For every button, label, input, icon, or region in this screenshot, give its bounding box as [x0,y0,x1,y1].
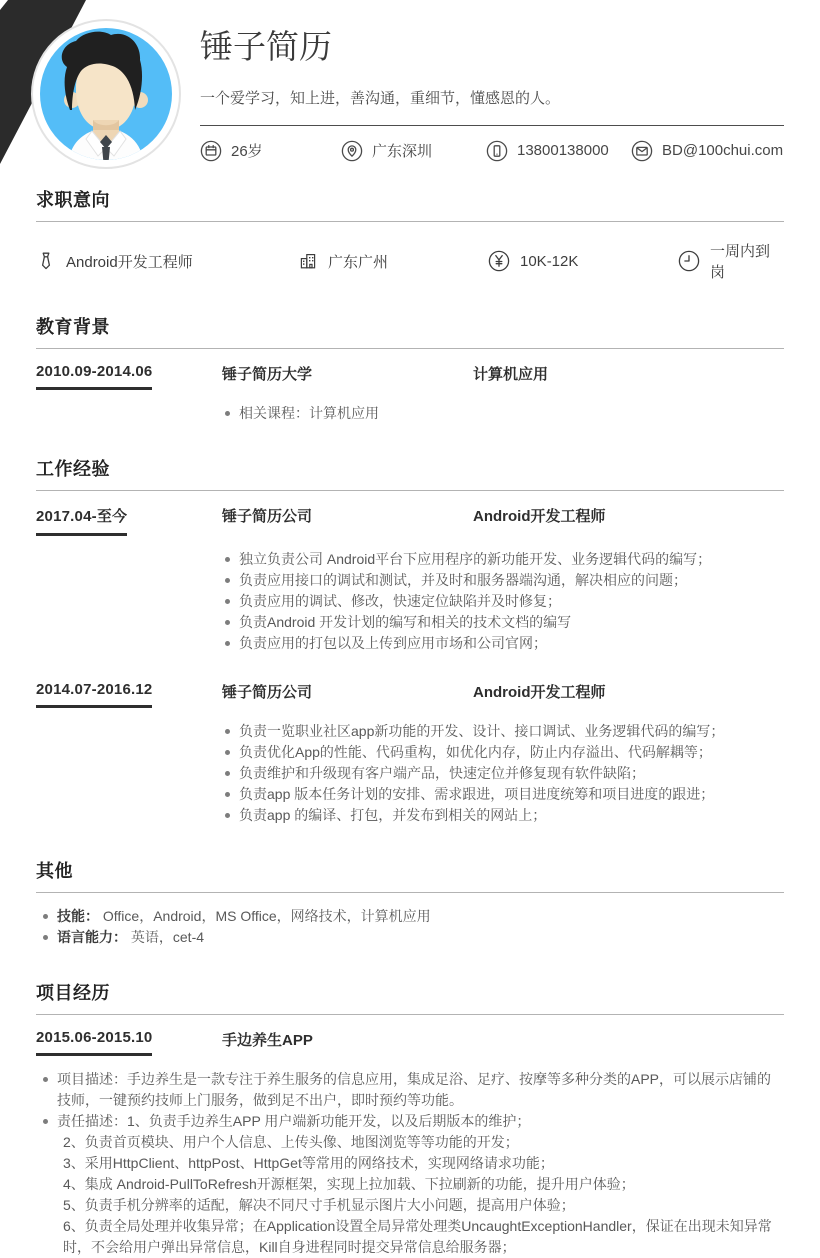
work-bullets [222,721,784,826]
entry-period: 2017.04-至今 [36,505,127,536]
target-city-item [298,251,488,272]
language-text: 英语，cet-4 [130,929,205,945]
phone-text: 13800138000 [517,142,609,160]
section-education [36,313,784,424]
tagline: 一个爱学习，知上进，善沟通，重细节，懂感恩的人。 [200,89,561,107]
clock-icon [678,250,700,272]
section-title: 工作经验 [36,455,784,491]
location-text: 广东深圳 [372,143,433,161]
building-icon [298,251,318,271]
project-name: 手边养生APP [222,1032,313,1049]
education-bullets [222,403,784,424]
list-item: 负责Android 开发计划的编写和相关的技术文档的编写 [222,612,784,633]
project-description: 项目描述：手边养生是一款专注于养生服务的信息应用，集成足浴、足疗、按摩等多种分类的APP，可以展示店铺的技师，一键预约技师上门服务，做到足不出户，即时预约等功能。 [40,1069,784,1111]
location-icon [341,140,363,162]
salary-icon [488,250,510,272]
availability-item [678,240,784,282]
candidate-name: 锤子简历 [200,28,332,65]
contact-info-row [200,140,784,162]
company-name: 锤子简历公司 [222,508,313,525]
tie-icon [36,251,56,271]
section-other [36,857,784,948]
section-title: 教育背景 [36,313,784,349]
phone-item [486,140,631,162]
list-item: 负责app 版本任务计划的安排、需求跟进，项目进度统筹和项目进度的跟进； [222,784,784,805]
duty-line: 6、负责全局处理并收集异常；在Application设置全局异常处理类UncaughtExceptionHandler，保证在出现未知异常时，不会给用户弹出异常信息，Kill自身进程同时提交异常信息给服务器； [63,1218,772,1255]
target-city: 广东广州 [328,253,389,271]
project-bullets [40,1069,784,1258]
section-job-intention [36,186,784,282]
duty-line: 2、负责首页模块、用户个人信息、上传头像、地图浏览等等功能的开发； [63,1134,519,1150]
email-text: BD@100chui.com [662,142,784,160]
list-item: 负责应用的调试、修改，快速定位缺陷并及时修复； [222,591,784,612]
section-title: 项目经历 [36,979,784,1015]
skills-text: Office，Android，MS Office，网络技术，计算机应用 [102,908,431,924]
work-entry [36,505,784,536]
phone-icon [486,140,508,162]
header-divider [200,125,784,126]
major-name: 计算机应用 [473,366,549,383]
email-item [631,140,783,162]
duty-line: 4、集成 Android-PullToRefresh开源框架，实现上拉加载、下拉刷新的功能，提升用户体验； [63,1176,635,1192]
list-item: 负责优化App的性能、代码重构，如优化内存，防止内存溢出、代码解耦等； [222,742,784,763]
project-entry [36,1029,784,1056]
job-intention-row [36,240,784,282]
school-name: 锤子简历大学 [222,366,313,383]
list-item: 独立负责公司 Android平台下应用程序的新功能开发、业务逻辑代码的编写； [222,549,784,570]
entry-period: 2014.07-2016.12 [36,681,152,708]
duty-line: 3、采用HttpClient、httpPost、HttpGet等常用的网络技术，实现网络请求功能； [63,1155,554,1171]
avatar-illustration [30,18,182,170]
email-icon [631,140,653,162]
target-role-item [36,251,298,272]
job-title: Android开发工程师 [473,684,606,701]
list-item: 负责一览职业社区app新功能的开发、设计、接口调试、业务逻辑代码的编写； [222,721,784,742]
job-title: Android开发工程师 [473,508,606,525]
expected-salary: 10K-12K [520,252,579,270]
language-item [40,927,784,948]
target-role: Android开发工程师 [66,253,193,271]
location-item [341,140,486,162]
section-title: 求职意向 [36,186,784,222]
section-work [36,455,784,826]
skills-item [40,906,784,927]
age-text: 26岁 [231,143,263,161]
section-title: 其他 [36,857,784,893]
list-item: 负责app 的编译、打包，并发布到相关的网站上； [222,805,784,826]
entry-period: 2015.06-2015.10 [36,1029,152,1056]
expected-salary-item [488,250,678,272]
language-label: 语言能力： [57,929,127,945]
header [200,28,784,162]
duty-line: 5、负责手机分辨率的适配，解决不同尺寸手机显示图片大小问题，提高用户体验； [63,1197,575,1213]
list-item: 负责维护和升级现有客户端产品，快速定位并修复现有软件缺陷； [222,763,784,784]
section-projects [36,979,784,1258]
list-item: 负责应用的打包以及上传到应用市场和公司官网； [222,633,784,654]
list-item: 相关课程：计算机应用 [222,403,784,424]
education-entry [36,363,784,390]
avatar [30,18,182,170]
calendar-icon [200,140,222,162]
project-duties [40,1111,784,1258]
work-bullets [222,549,784,654]
availability: 一周内到岗 [710,243,771,281]
age-item [200,140,341,162]
resume-body [0,186,820,1258]
company-name: 锤子简历公司 [222,684,313,701]
other-list [40,906,784,948]
work-entry [36,681,784,708]
list-item: 负责应用接口的调试和测试，并及时和服务器端沟通，解决相应的问题； [222,570,784,591]
entry-period: 2010.09-2014.06 [36,363,152,390]
skills-label: 技能： [57,908,99,924]
duty-first-line: 责任描述：1、负责手边养生APP 用户端新功能开发，以及后期版本的维护； [57,1113,531,1129]
